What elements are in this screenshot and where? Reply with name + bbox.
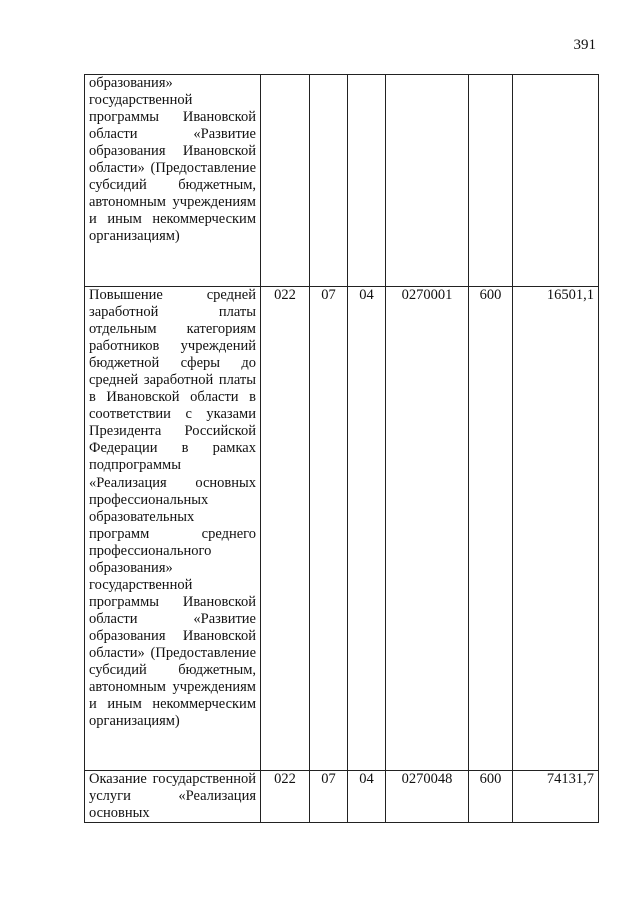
row-amount (513, 75, 599, 287)
table-row (85, 771, 599, 823)
row-description: образования» государственной программы Ивановской области «Развитие образования Ивановской области» (Предоставление субсидий бюджетным, автономным учреждениям и иным некоммерческим организациям) (85, 75, 261, 287)
row-expense-type-code: 600 (469, 287, 513, 771)
page-number: 391 (573, 37, 596, 53)
row-subsection-code: 04 (348, 287, 386, 771)
row-description: Оказание государственной услуги «Реализация основных (85, 771, 261, 823)
table-row (85, 75, 599, 287)
row-amount: 16501,1 (513, 287, 599, 771)
row-admin-code: 022 (261, 771, 310, 823)
row-section-code: 07 (310, 287, 348, 771)
row-target-code: 0270001 (386, 287, 469, 771)
row-target-code (386, 75, 469, 287)
row-target-code: 0270048 (386, 771, 469, 823)
row-subsection-code: 04 (348, 771, 386, 823)
row-expense-type-code: 600 (469, 771, 513, 823)
row-section-code (310, 75, 348, 287)
table-row (85, 287, 599, 771)
row-subsection-code (348, 75, 386, 287)
row-admin-code: 022 (261, 287, 310, 771)
row-admin-code (261, 75, 310, 287)
row-section-code: 07 (310, 771, 348, 823)
row-amount: 74131,7 (513, 771, 599, 823)
row-expense-type-code (469, 75, 513, 287)
row-description: Повышение средней заработной платы отдельным категориям работников учреждений бюджетной сферы до средней заработной платы в Ивановской области в соответствии с указами Президента Российской Федерации в рамках подпрограммы «Реализация основных профессиональных образовательных программ среднего профессионального образования» государственной программы Ивановской области «Развитие образования Ивановской области» (Предоставление субсидий бюджетным, автономным учреждениям и иным некоммерческим организациям) (85, 287, 261, 771)
budget-table (84, 74, 599, 823)
